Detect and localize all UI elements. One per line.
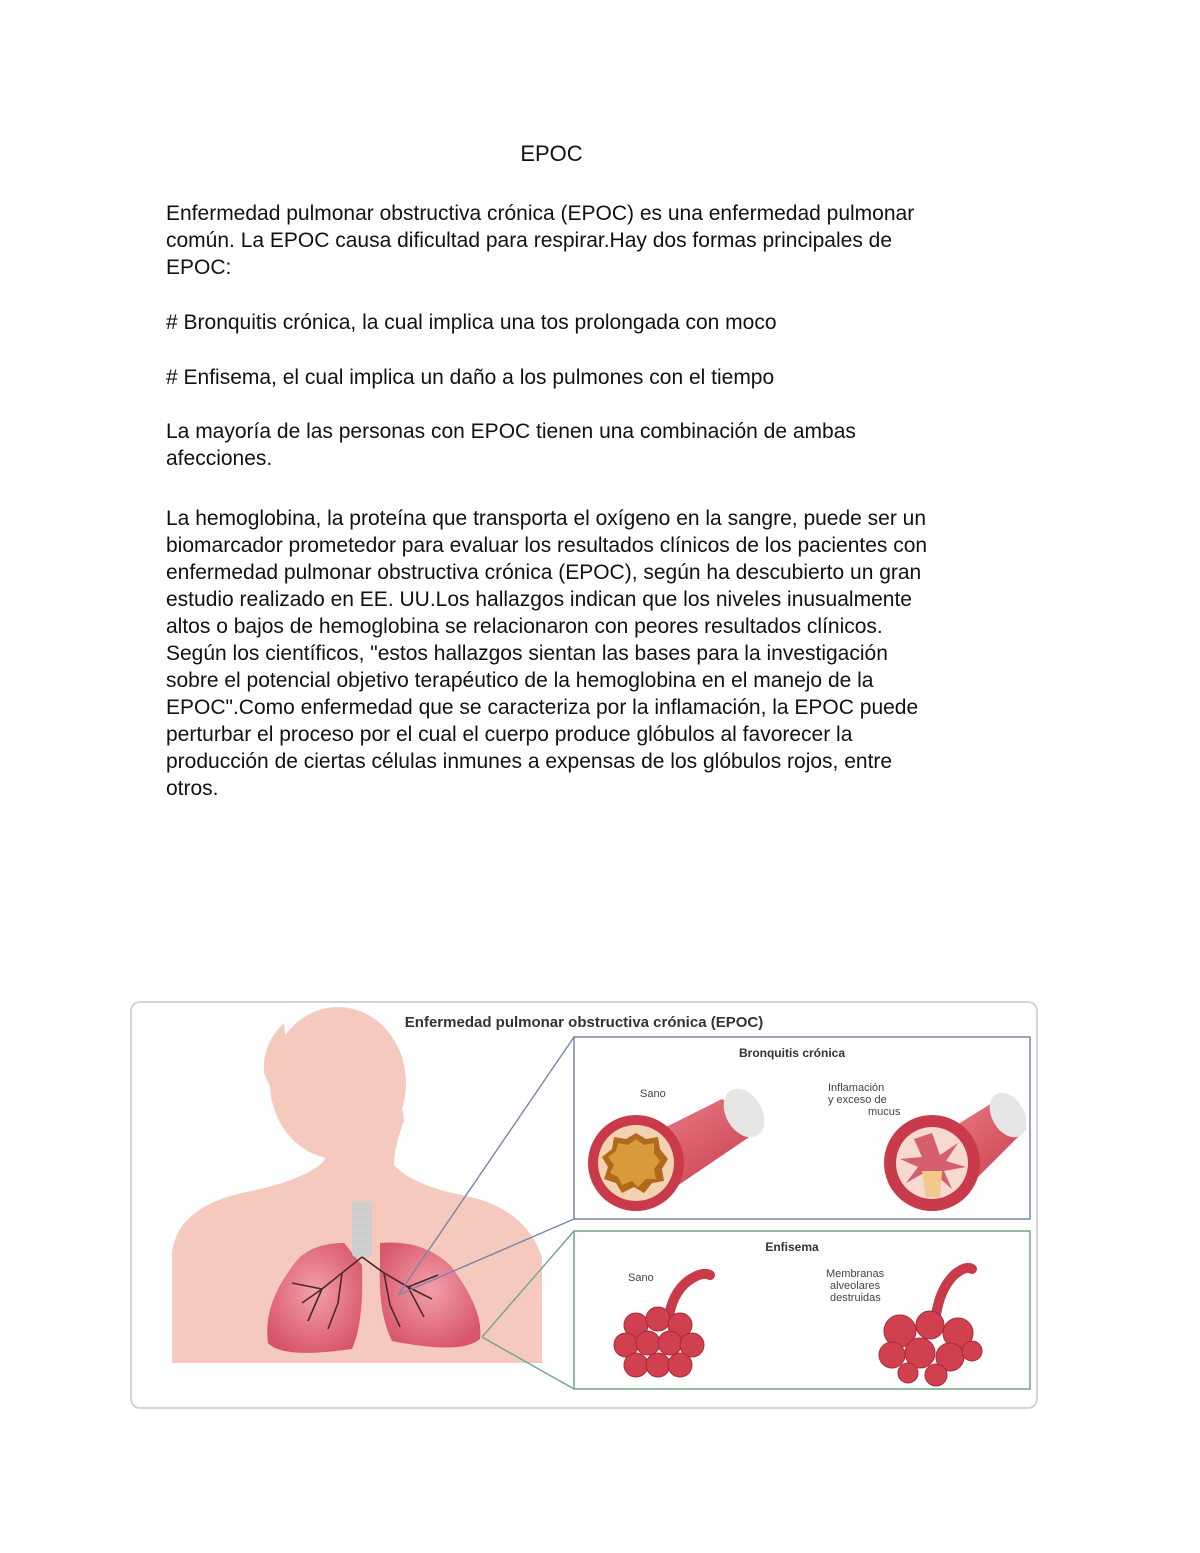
text-line: biomarcador prometedor para evaluar los resultados clínicos de los pacientes con xyxy=(166,534,928,557)
hemoglobin-paragraph xyxy=(166,505,1046,802)
text-line: afecciones. xyxy=(166,447,273,470)
figure-title: Enfermedad pulmonar obstructiva crónica (EPOC) xyxy=(404,1014,764,1031)
text-line: Según los científicos, "estos hallazgos sientan las bases para la investigación xyxy=(166,642,888,665)
text-line: La mayoría de las personas con EPOC tienen una combinación de ambas xyxy=(166,420,856,443)
text-line: otros. xyxy=(166,777,219,800)
emphysema-healthy-label: Sano xyxy=(628,1272,654,1284)
bronchitis-healthy-label: Sano xyxy=(640,1088,666,1100)
text-line: altos o bajos de hemoglobina se relacionaron con peores resultados clínicos. xyxy=(166,615,883,638)
text-line: estudio realizado en EE. UU.Los hallazgos indican que los niveles inusualmente xyxy=(166,588,912,611)
bronchitis-panel xyxy=(574,1037,1034,1219)
text-line: sobre el potencial objetivo terapéutico de la hemoglobina en el manejo de la xyxy=(166,669,874,692)
emphysema-sick-label-2: alveolares xyxy=(830,1280,881,1292)
text-line: EPOC: xyxy=(166,256,232,279)
text-line: enfermedad pulmonar obstructiva crónica (EPOC), según ha descubierto un gran xyxy=(166,561,922,584)
text-line: La hemoglobina, la proteína que transporta el oxígeno en la sangre, puede ser un xyxy=(166,507,927,530)
bullet-bronquitis: # Bronquitis crónica, la cual implica una tos prolongada con moco xyxy=(166,311,777,334)
emphysema-panel xyxy=(574,1231,1030,1389)
text-line: común. La EPOC causa dificultad para respirar.Hay dos formas principales de xyxy=(166,229,893,252)
text-line: producción de ciertas células inmunes a expensas de los glóbulos rojos, entre xyxy=(166,750,893,773)
bronchitis-heading: Bronquitis crónica xyxy=(738,1046,846,1060)
bronchitis-sick-label-2: y exceso de xyxy=(828,1094,887,1106)
document-title: EPOC xyxy=(520,141,583,166)
bullet-enfisema: # Enfisema, el cual implica un daño a los pulmones con el tiempo xyxy=(166,366,775,389)
intro-paragraph xyxy=(166,200,1046,281)
bronchitis-sick-label-1: Inflamación xyxy=(828,1082,885,1094)
epoc-illustration-svg xyxy=(132,1003,1036,1407)
bronchitis-sick-label-3: mucus xyxy=(868,1106,901,1118)
epoc-illustration xyxy=(130,1001,1038,1409)
emphysema-heading: Enfisema xyxy=(765,1240,819,1254)
head-shape xyxy=(270,1007,406,1159)
summary-paragraph xyxy=(166,418,1046,472)
text-line: Enfermedad pulmonar obstructiva crónica (EPOC) es una enfermedad pulmonar xyxy=(166,202,915,225)
emphysema-sick-label-3: destruidas xyxy=(830,1292,881,1304)
text-line: perturbar el proceso por el cual el cuerpo produce glóbulos al favorecer la xyxy=(166,723,853,746)
text-line: EPOC".Como enfermedad que se caracteriza por la inflamación, la EPOC puede xyxy=(166,696,919,719)
emphysema-sick-label-1: Membranas xyxy=(826,1268,885,1280)
